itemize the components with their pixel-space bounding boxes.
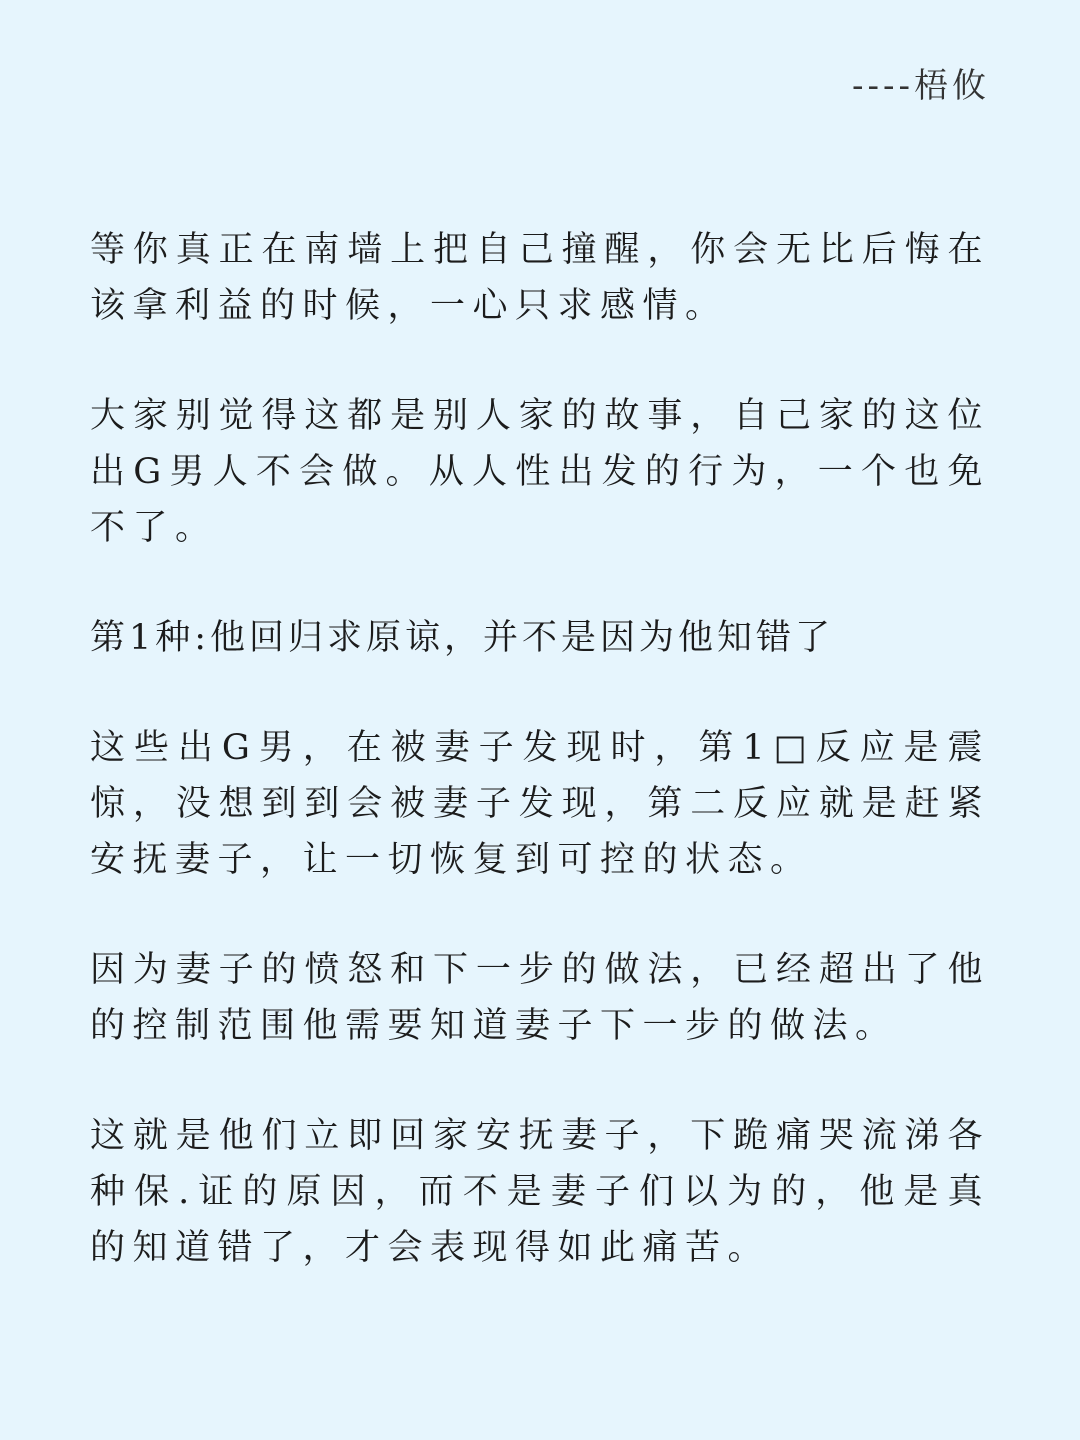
paragraph-3: 这些出G男，在被妻子发现时，第1□反应是震惊，没想到到会被妻子发现，第二反应就是赶紧安抚妻子，让一切恢复到可控的状态。 [90, 728, 990, 880]
paragraph-1: 等你真正在南墙上把自己撞醒，你会无比后悔在该拿利益的时候，一心只求感情。 [90, 230, 990, 326]
paragraph-4: 因为妻子的愤怒和下一步的做法，已经超出了他的控制范围他需要知道妻子下一步的做法。 [90, 950, 990, 1046]
author-signature: ----梧攸 [852, 66, 990, 106]
paragraph-2: 大家别觉得这都是别人家的故事，自己家的这位出G男人不会做。从人性出发的行为，一个也免不了。 [90, 396, 990, 548]
article-body [90, 222, 990, 1330]
paragraph-5: 这就是他们立即回家安抚妻子，下跪痛哭流涕各种保.证的原因，而不是妻子们以为的，他是真的知道错了，才会表现得如此痛苦。 [90, 1116, 990, 1268]
section-heading: 第1种:他回归求原谅，并不是因为他知错了 [90, 618, 835, 658]
